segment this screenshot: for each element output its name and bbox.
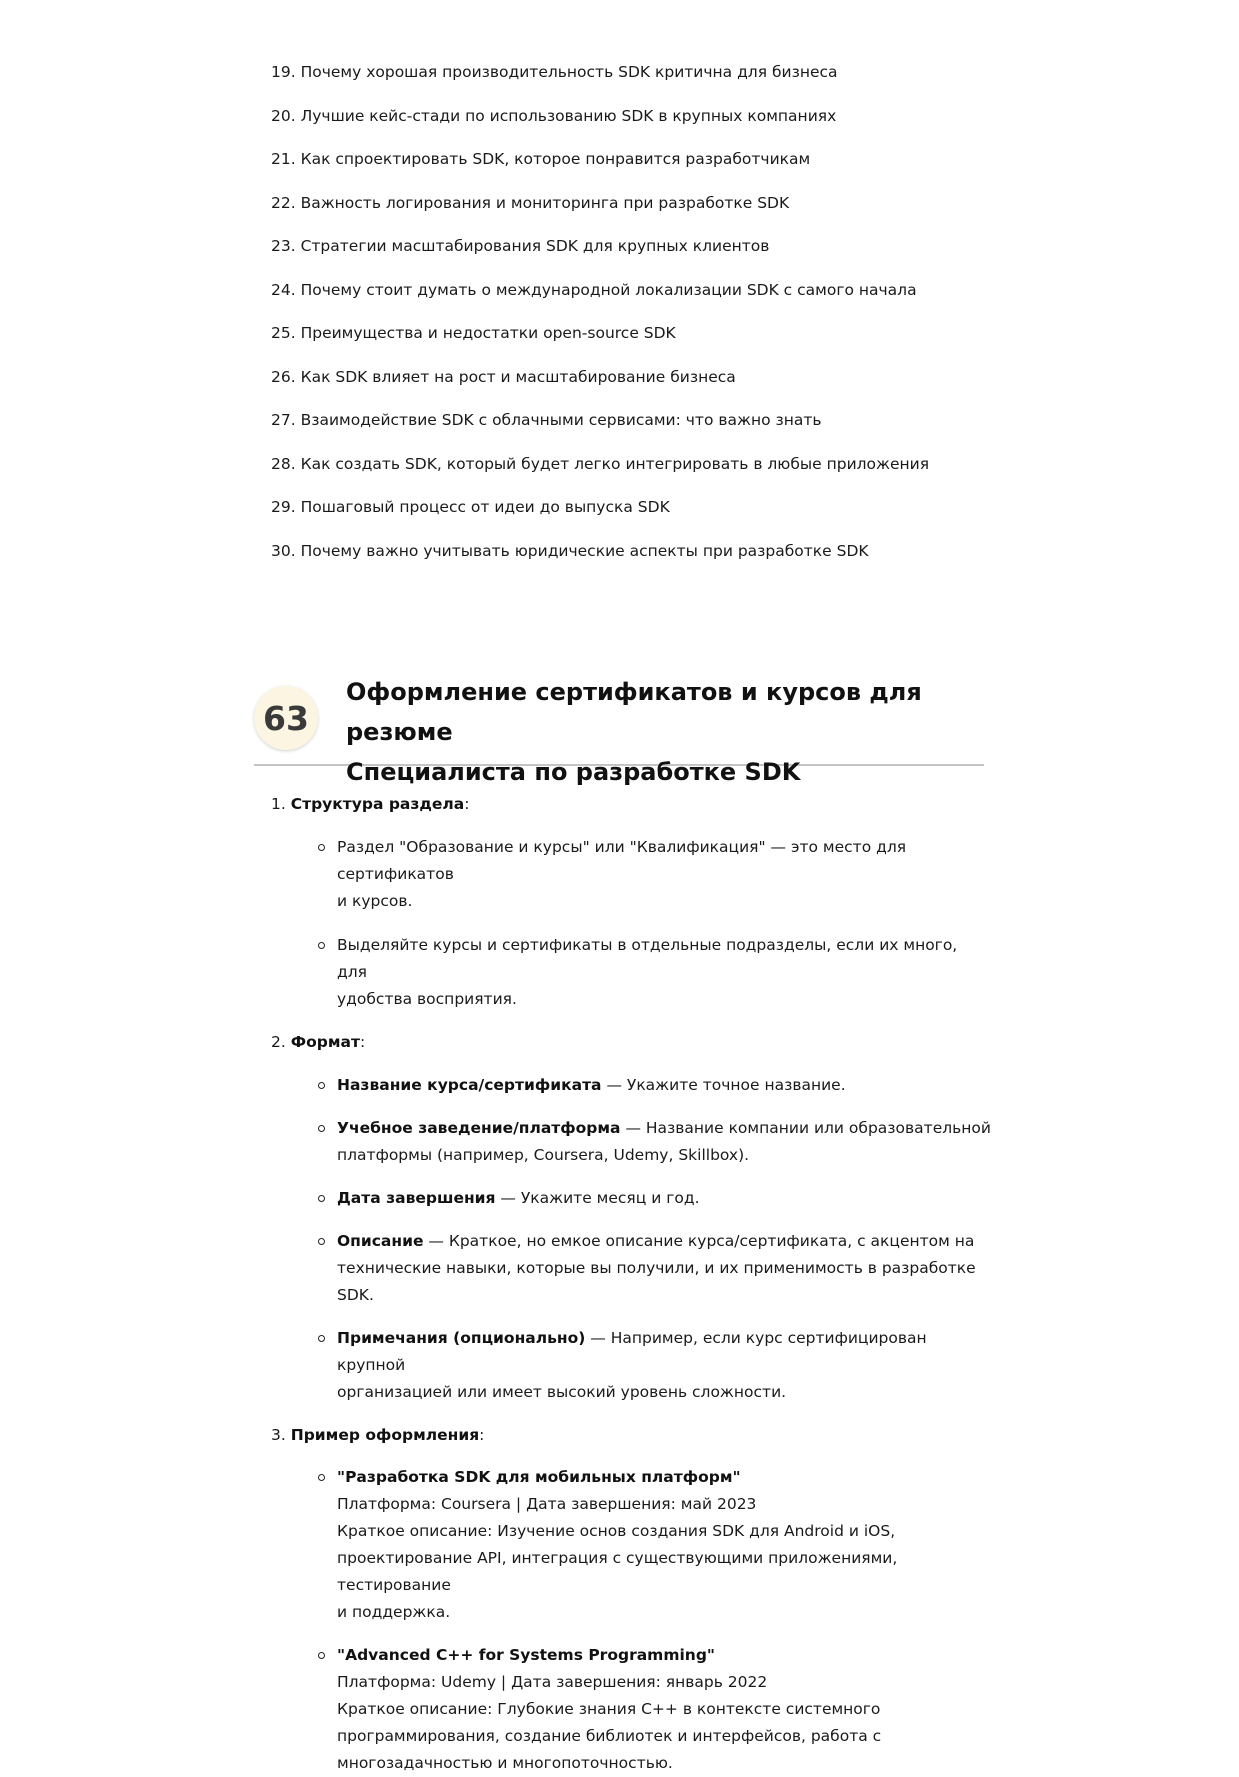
bullet-text [337,1325,991,1379]
bullet-list [271,1072,991,1406]
course-title: "Разработка SDK для мобильных платформ" [337,1468,741,1486]
bullet-item [271,1325,991,1406]
course-detail: Платформа: Coursera | Дата завершения: май 2023 [337,1495,757,1513]
course-detail: Краткое описание: Изучение основ создания SDK для Android и iOS, [337,1522,896,1540]
item-label: Структура раздела [290,795,465,813]
bullet-rest: — Укажите месяц и год. [495,1189,700,1207]
section-number-badge: 63 [254,686,318,750]
section-title-line: Специалиста по разработке SDK [346,758,801,786]
item-label: Пример оформления [290,1426,480,1444]
list-item: 28. Как создать SDK, который будет легко интегрировать в любые приложения [271,454,930,473]
bullet-text: технические навыки, которые вы получили, и их применимость в разработке SDK. [337,1259,976,1304]
section-title [346,672,986,792]
list-item: 27. Взаимодействие SDK с облачными сервисами: что важно знать [271,411,822,429]
list-item: 19. Почему хорошая производительность SDK критична для бизнеса [271,63,838,81]
numbered-item-format [271,1029,991,1055]
course-detail: многозадачностью и многопоточностью. [337,1754,673,1772]
course-detail: Платформа: Udemy | Дата завершения: январь 2022 [337,1673,768,1691]
bullet-text [337,1115,991,1142]
bullet-item [271,834,991,915]
list-item: 23. Стратегии масштабирования SDK для крупных клиентов [271,237,770,255]
list-item: 25. Преимущества и недостатки open-source SDK [271,324,676,342]
bullet-item [271,1228,991,1309]
section-header [254,678,984,786]
bullet-text [337,1228,991,1255]
bullet-text: платформы (например, Coursera, Udemy, Skillbox). [337,1146,750,1164]
item-number: 2. [271,1033,291,1051]
bullet-bold: Примечания (опционально) [337,1329,586,1347]
bullet-text: Выделяйте курсы и сертификаты в отдельные подразделы, если их много, для [337,936,958,981]
topic-list [271,59,1011,581]
course-title: "Advanced C++ for Systems Programming" [337,1646,715,1664]
section-title-line: Оформление сертификатов и курсов для резюме [346,678,922,746]
bullet-text: организацией или имеет высокий уровень сложности. [337,1383,787,1401]
bullet-bold: Дата завершения [337,1189,496,1207]
course-detail: и поддержка. [337,1603,451,1621]
bullet-rest: — Например, если курс сертифицирован крупной [337,1329,927,1374]
course-detail: Краткое описание: Глубокие знания C++ в контексте системного [337,1700,881,1718]
list-item: 30. Почему важно учитывать юридические аспекты при разработке SDK [271,541,869,560]
bullet-text: удобства восприятия. [337,990,517,1008]
section-content [271,791,991,1777]
bullet-text [337,1185,991,1212]
course-detail: программирования, создание библиотек и интерфейсов, работа с [337,1727,882,1745]
item-number: 1. [271,795,291,813]
bullet-text [337,1072,991,1099]
list-item: 21. Как спроектировать SDK, которое понравится разработчикам [271,150,811,168]
list-item: 26. Как SDK влияет на рост и масштабирование бизнеса [271,367,736,386]
list-item: 29. Пошаговый процесс от идеи до выпуска SDK [271,498,670,516]
bullet-bold: Название курса/сертификата [337,1076,602,1094]
bullet-text: и курсов. [337,892,413,910]
course-detail: проектирование API, интеграция с существующими приложениями, тестирование [337,1549,898,1594]
bullet-item [271,1464,991,1626]
bullet-bold: Учебное заведение/платформа [337,1119,621,1137]
bullet-list [271,1464,991,1777]
list-item: 20. Лучшие кейс-стади по использованию SDK в крупных компаниях [271,106,837,125]
bullet-item [271,1642,991,1777]
bullet-list [271,834,991,1013]
bullet-rest: — Укажите точное название. [601,1076,846,1094]
list-item: 24. Почему стоит думать о международной локализации SDK с самого начала [271,280,917,299]
bullet-item [271,1115,991,1169]
numbered-item-example [271,1422,991,1448]
item-colon: : [479,1426,485,1444]
item-number: 3. [271,1426,291,1444]
bullet-item [271,932,991,1013]
bullet-item [271,1185,991,1212]
bullet-rest: — Краткое, но емкое описание курса/сертификата, с акцентом на [423,1232,975,1250]
list-item: 22. Важность логирования и мониторинга при разработке SDK [271,193,790,212]
bullet-item [271,1072,991,1099]
bullet-bold: Описание [337,1232,424,1250]
item-colon: : [464,795,470,813]
bullet-text: Раздел "Образование и курсы" или "Квалификация" — это место для сертификатов [337,838,907,883]
numbered-item-structure [271,791,991,817]
item-colon: : [359,1033,366,1051]
bullet-rest: — Название компании или образовательной [620,1119,991,1137]
item-label: Формат [290,1033,360,1051]
